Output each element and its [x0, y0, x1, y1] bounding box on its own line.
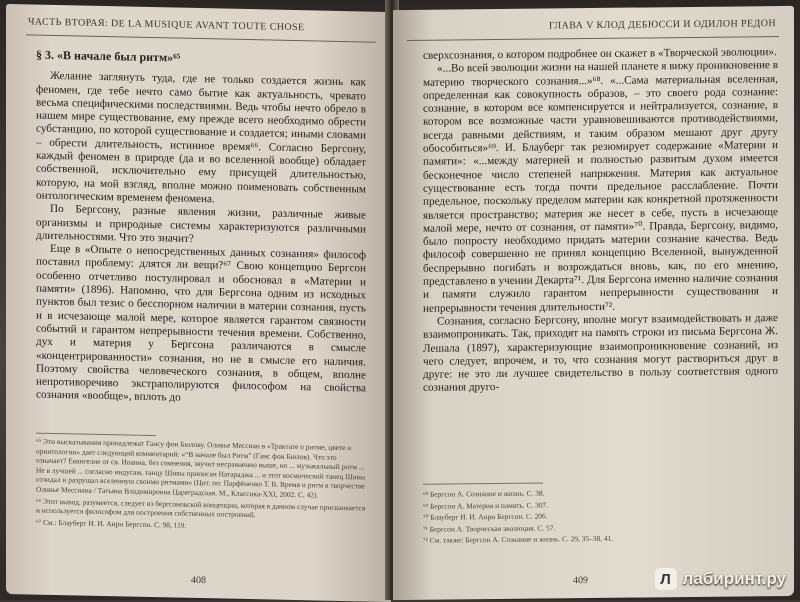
footnote: ⁶⁹ Бергсон А. Материя и память. С. 307. — [423, 500, 549, 511]
left-body — [36, 49, 366, 410]
watermark — [655, 568, 786, 590]
right-body — [423, 46, 778, 395]
labirint-logo-icon: Л — [655, 568, 677, 590]
right-page — [393, 6, 794, 600]
footnote: ⁶⁷ См.: Блауберг И. И. Анри Бергсон. С. 98, 119. — [36, 517, 187, 530]
header-rule — [26, 34, 376, 42]
footnote: ⁷² См. также: Бергсон А. Сознание и жизнь. С. 29, 35–38, 41. — [423, 534, 614, 546]
paragraph: Желание заглянуть туда, где не только создается жизнь как феномен, где тебе нечто само бытие как актуальность, чревато весьма специфическими последствиями. Ведь чтобы нечто обрело в нашем мире существование, ему прежде всего необходимо обрести субстанцию, по которой существование и создается; иными словами – обрести длительность, истинное время⁶⁶. Согласно Бергсону, каждый феномен в природе (да и во вселенной вообще) обладает собственной, исключительно ему присущей длительностью, которую, на мой взгляд, вполне можно поименовать собственным онтологическим временем феномена. — [36, 70, 366, 206]
footnote: ⁶⁵ Эти высказывания принадлежат Гансу фон Бюлову. Оливье Мессиан в «Трактате о ритме, цвете и орнитологии» дает следующий комментарий: «“В начале был Ритм” (Ганс фон Бюлов). Что это означает? Евангелие от св. Иоанна, без сомнения, звучит несравненно выше, но ... музыкальный ритм ... Не в лучшей ... согласно индусам, танцу Шивы приписан Натараджа ... и этот космический танец Шивы созидал и разрушал вселенную своими ритмами» (Цит. по: Парфёненко Т. В. Время и ритм в творчестве Оливье Мессиана / Татьяна Владимировна Цареградская. М., Классика-XXI, 2002. С. 42). — [36, 436, 366, 500]
header-rule — [407, 36, 779, 41]
left-page — [6, 4, 391, 602]
footnote: ⁶⁶ Этот вывод, разумеется, следует из бергсоновской концепции, которая в данном случае присваивается и используется философом для построения собственных построений. — [36, 496, 366, 520]
paragraph: сверхсознания, о котором подробнее он скажет в «Творческой эволюции». — [423, 46, 777, 62]
paragraph: «...Во всей эволюции жизни на нашей планете я вижу проникновение в материю творческого сознания...»⁶⁸. «...Сама материальная вселенная, определенная как совокупность образов, – это своего рода сознание: сознание, в котором все компенсируется и нейтрализуется, сознание, в котором все возможные части уравновешиваются противодействиями, всегда равными действиям, и таким образом мешают друг другу обособиться»⁶⁹. И. Блауберг так резюмирует содержание «Материи и памяти»: «...между материей и полностью развитым духом имеется бесконечное число степеней напряжения. Материя как актуальное существование есть тогда почти предельное расслабление. Почти предельное, поскольку пределом материи как конкретной протяженности является пространство; материя же несет в себе, пусть в исчезающе малой мере, нечто от сознания, от памяти»⁷⁰. Правда, Бергсону, видимо, было попросту необходимо придать материи сознание качества. Ведь философ совершенно не принял концепцию Вселенной, вынужденной беспрерывно погибать и возрождаться вновь, как, по его мнению, представлено в учении Декарта⁷¹. Для Бергсона именно наличие сознания и памяти служило гарантом непрерывности существования и непрерывности течения длительности⁷². — [423, 59, 778, 315]
watermark-text: лабиринт.ру — [682, 569, 786, 588]
running-head-left: ЧАСТЬ ВТОРАЯ: DE LA MUSIQUE AVANT TOUTE CHOSE — [28, 16, 305, 34]
paragraph: Еще в «Опыте о непосредственных данных сознания» философ поставил проблему: длятся ли вещи?⁶⁷ Свою концепцию Бергсон особенно отчетливо постулировал и обосновал в «Материи и памяти» (1896). Напомню, что для Бергсона одним из исходных пунктов был тезис о бесспорном наличии в материи сознания, пусть и в исчезающе малой мере, которое является гарантом связности событий и гарантом непрерывности течения времени. Собственно, дух и материя у Бергсона различаются в смысле «концентрированности» сознания, но не в смысле его наличия. Поэтому свойства человеческого сознания, в общем, вполне непротиворечиво экстраполируются философом на свойства сознания «вообще», вплоть до — [36, 243, 366, 405]
running-head-right: ГЛАВА V КЛОД ДЕБЮССИ И ОДИЛОН РЕДОН — [549, 18, 776, 32]
footnote-separator — [36, 433, 156, 437]
page-number-left: 408 — [191, 574, 206, 587]
footnote: ⁷⁰ Блауберг И. И. Анри Бергсон. С. 206. — [423, 511, 548, 522]
footnote: ⁷¹ Бергсон А. Творческая эволюция. С. 57. — [423, 523, 556, 534]
right-footnotes — [423, 486, 763, 548]
section-heading: § 3. «В начале был ритм»⁶⁵ — [36, 47, 181, 65]
footnote: ⁶⁸ Бергсон А. Сознание и жизнь. С. 38. — [423, 488, 545, 499]
paragraph: По Бергсону, разные явления жизни, различные живые организмы и природные системы характеризуются различными длительностями. Что это значит? — [36, 203, 366, 245]
paragraph: Сознания, согласно Бергсону, вполне могут взаимодействовать и даже взаимопроникать. Так, приходят на память строки из письма Бергсона Ж. Лешала (1897), характеризующие взаимопроникновение сознаний, из чего следует, впрочем, и то, что сознания могут раствориться друг в друге: не это ли лучшее свидетельство в пользу соответствия одного сознания друго- — [423, 312, 778, 395]
left-footnotes — [36, 437, 366, 536]
page-number-right: 409 — [573, 575, 588, 587]
footnote-separator — [423, 483, 543, 485]
